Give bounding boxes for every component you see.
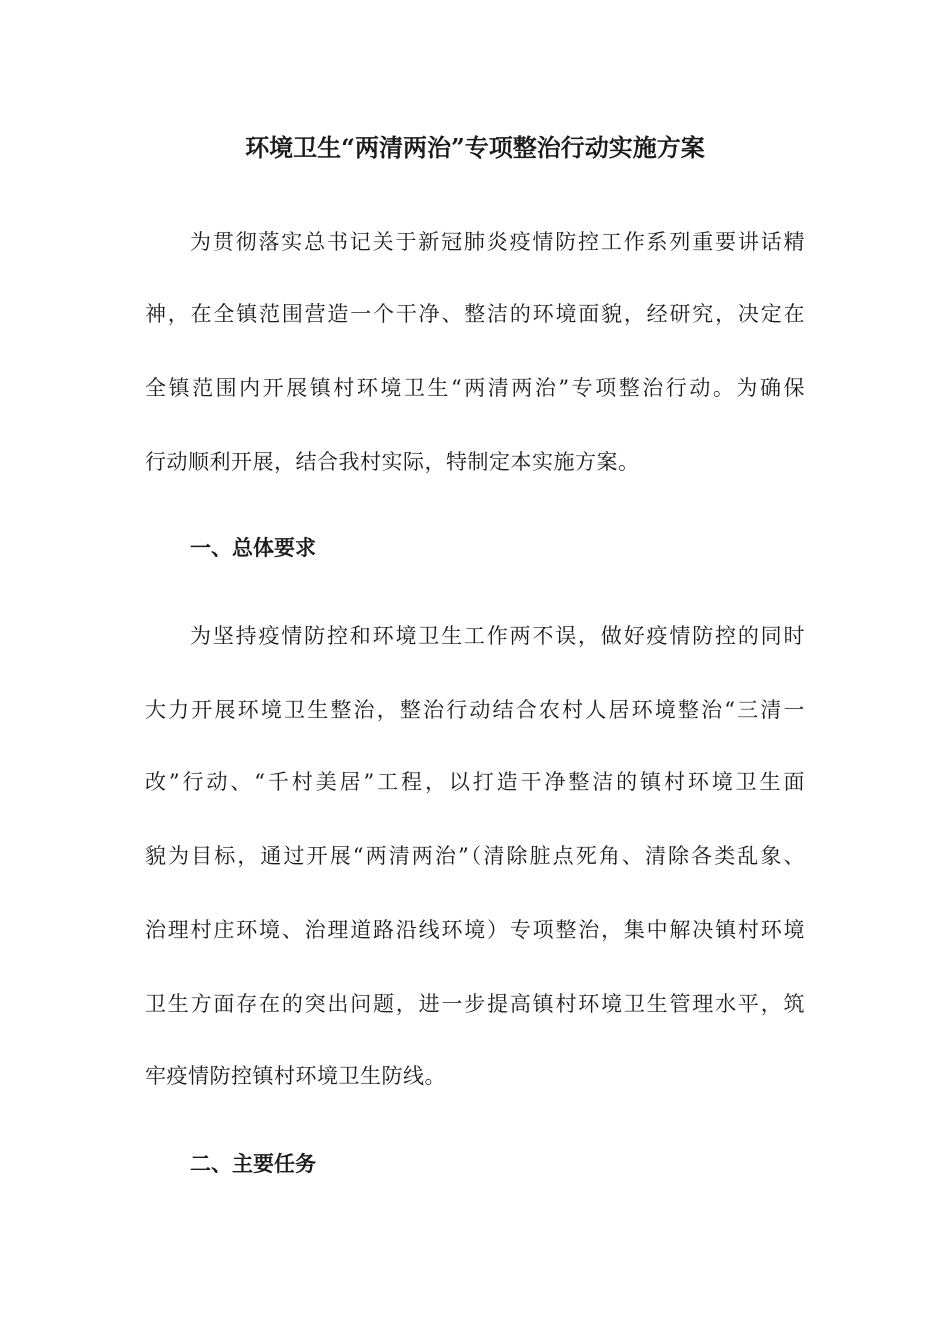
paragraph-line: 改”行动、“千村美居”工程，以打造干净整洁的镇村环境卫生面 — [145, 770, 805, 794]
paragraph-line: 大力开展环境卫生整治，整治行动结合农村人居环境整治“三清一 — [145, 698, 805, 722]
paragraph-line: 牢疫情防控镇村环境卫生防线。 — [145, 1064, 446, 1088]
paragraph-line: 神，在全镇范围营造一个干净、整洁的环境面貌，经研究，决定在 — [145, 302, 805, 326]
paragraph-line: 为贯彻落实总书记关于新冠肺炎疫情防控工作系列重要讲话精 — [190, 230, 805, 254]
paragraph-line: 卫生方面存在的突出问题，进一步提高镇村环境卫生管理水平，筑 — [145, 992, 805, 1016]
paragraph-line: 全镇范围内开展镇村环境卫生“两清两治”专项整治行动。为确保 — [145, 376, 805, 400]
section-heading: 二、主要任务 — [190, 1152, 316, 1176]
paragraph-line: 为坚持疫情防控和环境卫生工作两不误，做好疫情防控的同时 — [190, 624, 805, 648]
paragraph-line: 治理村庄环境、治理道路沿线环境）专项整治，集中解决镇村环境 — [145, 918, 805, 942]
paragraph-line: 行动顺利开展，结合我村实际，特制定本实施方案。 — [145, 450, 640, 474]
document-title: 环境卫生“两清两治”专项整治行动实施方案 — [245, 133, 705, 162]
paragraph-line: 貌为目标，通过开展“两清两治”（清除脏点死角、清除各类乱象、 — [145, 844, 805, 868]
section-heading: 一、总体要求 — [190, 536, 316, 560]
